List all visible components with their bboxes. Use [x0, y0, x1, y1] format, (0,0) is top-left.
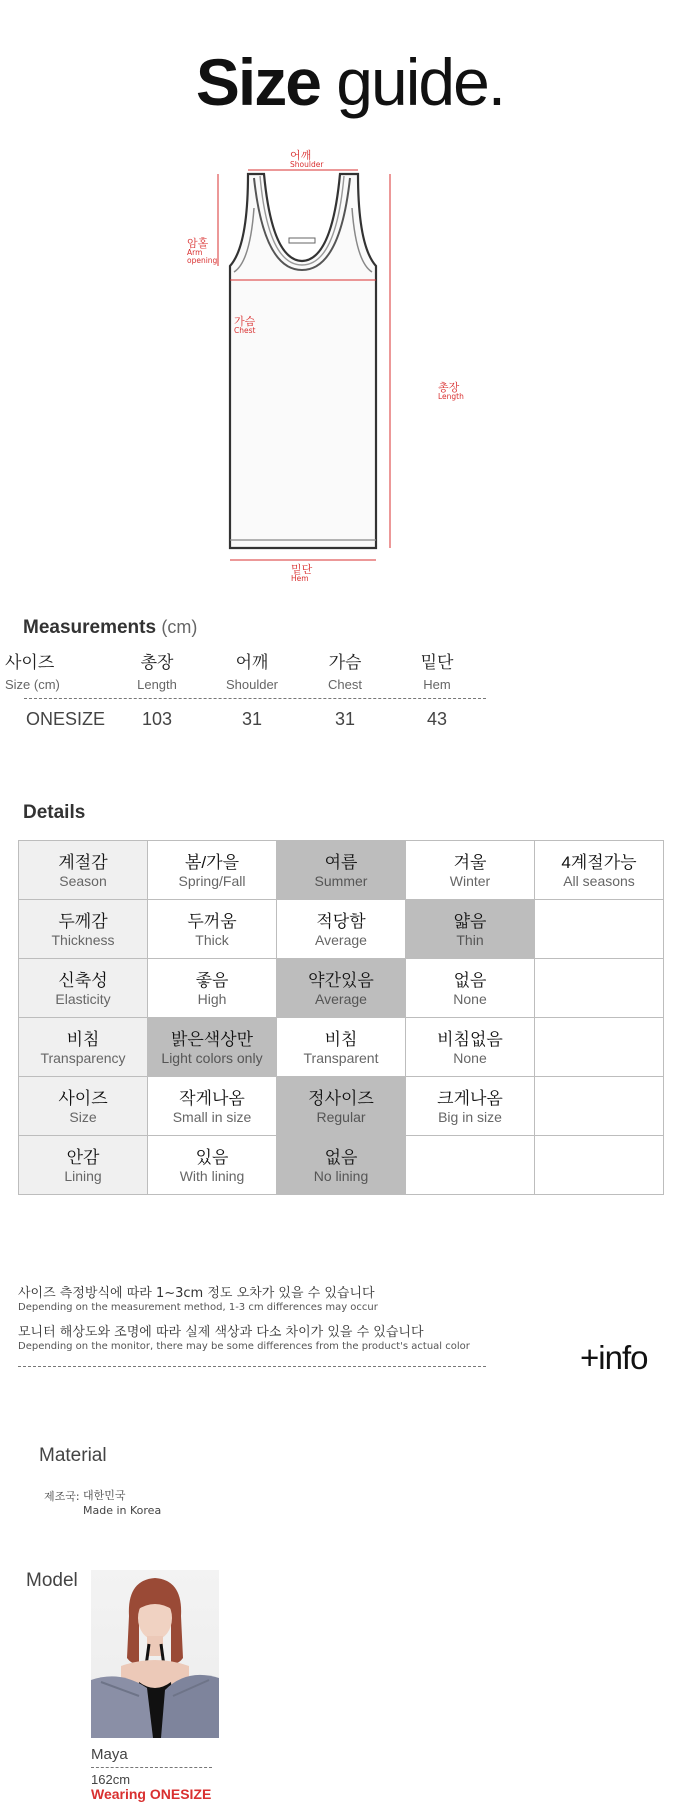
page-title: [0, 44, 700, 120]
note-monitor: 모니터 해상도와 조명에 따라 실제 색상과 다소 차이가 있을 수 있습니다 Depending on the monitor, there may be some differences from the product's actual color: [18, 1325, 470, 1352]
details-row-size: [19, 1077, 664, 1136]
meas-value-shoulder: 31: [241, 709, 263, 729]
title-bold: Size: [195, 45, 320, 119]
details-row-season: [19, 841, 664, 900]
details-cell-selected: 여름 Summer: [277, 841, 406, 900]
model-divider: [91, 1767, 212, 1768]
details-cell: 두꺼움 Thick: [148, 900, 277, 959]
details-cell-empty: [535, 900, 664, 959]
details-cell-empty: [406, 1136, 535, 1195]
details-table: [18, 840, 664, 1195]
details-cell: 봄/가을 Spring/Fall: [148, 841, 277, 900]
meas-value-chest: 31: [334, 709, 356, 729]
details-cell-header: 신축성 Elasticity: [19, 959, 148, 1018]
meas-col-chest: 가슴 Chest: [328, 653, 362, 692]
chest-label: 가슴 Chest: [234, 315, 256, 335]
details-cell: 없음 None: [406, 959, 535, 1018]
hem-label: 밑단 Hem: [291, 563, 313, 583]
model-name: Maya: [91, 1746, 128, 1763]
details-cell: 4계절가능 All seasons: [535, 841, 664, 900]
details-cell: 크게나옴 Big in size: [406, 1077, 535, 1136]
details-cell-selected: 정사이즈 Regular: [277, 1077, 406, 1136]
details-cell: 작게나옴 Small in size: [148, 1077, 277, 1136]
details-cell-header: 안감 Lining: [19, 1136, 148, 1195]
details-row-transparency: [19, 1018, 664, 1077]
plus-info-label: +info: [580, 1339, 648, 1376]
measurements-heading: Measurements (cm): [23, 617, 198, 638]
measurements-divider: [24, 698, 486, 699]
details-cell: 있음 With lining: [148, 1136, 277, 1195]
details-cell: 적당함 Average: [277, 900, 406, 959]
arm-opening-label: 암홀 Arm opening: [187, 237, 218, 265]
details-row-thickness: [19, 900, 664, 959]
details-cell-header: 비침 Transparency: [19, 1018, 148, 1077]
note-measurement: 사이즈 측정방식에 따라 1~3cm 정도 오차가 있을 수 있습니다 Depending on the measurement method, 1-3 cm differences may occur: [18, 1286, 378, 1313]
meas-col-length: 총장 Length: [137, 653, 177, 692]
meas-col-shoulder: 어깨 Shoulder: [225, 653, 279, 692]
origin-label: 제조국:: [44, 1490, 80, 1503]
model-height: 162cm: [91, 1772, 131, 1787]
model-wearing-size: Wearing ONESIZE: [91, 1786, 212, 1802]
model-illustration: [91, 1570, 219, 1738]
meas-value-size: ONESIZE: [26, 709, 106, 729]
model-photo: [91, 1570, 219, 1738]
details-heading: Details: [23, 802, 86, 823]
origin-value: 대한민국 Made in Korea: [83, 1489, 162, 1517]
shoulder-label: 어깨 Shoulder: [290, 149, 324, 169]
details-cell: 좋음 High: [148, 959, 277, 1018]
details-cell-selected: 약간있음 Average: [277, 959, 406, 1018]
details-cell: 비침없음 None: [406, 1018, 535, 1077]
details-cell: 겨울 Winter: [406, 841, 535, 900]
meas-col-size: 사이즈 Size (cm): [5, 653, 60, 692]
material-heading: Material: [39, 1445, 107, 1466]
details-cell-selected: 없음 No lining: [277, 1136, 406, 1195]
details-cell: 비침 Transparent: [277, 1018, 406, 1077]
tank-top-sketch: [190, 168, 510, 588]
details-row-lining: [19, 1136, 664, 1195]
details-row-elasticity: [19, 959, 664, 1018]
details-cell-empty: [535, 959, 664, 1018]
details-cell-empty: [535, 1136, 664, 1195]
title-light: guide.: [336, 45, 505, 119]
details-cell-header: 계절감 Season: [19, 841, 148, 900]
garment-diagram: [187, 149, 510, 588]
notes-divider: [18, 1366, 486, 1367]
meas-value-length: 103: [141, 709, 173, 729]
meas-value-hem: 43: [426, 709, 448, 729]
meas-col-hem: 밑단 Hem: [420, 653, 454, 692]
length-label: 총장 Length: [438, 381, 464, 401]
details-cell-selected: 밝은색상만 Light colors only: [148, 1018, 277, 1077]
details-cell-selected: 얇음 Thin: [406, 900, 535, 959]
details-cell-header: 사이즈 Size: [19, 1077, 148, 1136]
details-cell-empty: [535, 1018, 664, 1077]
details-cell-header: 두께감 Thickness: [19, 900, 148, 959]
model-heading: Model: [26, 1570, 78, 1591]
details-cell-empty: [535, 1077, 664, 1136]
